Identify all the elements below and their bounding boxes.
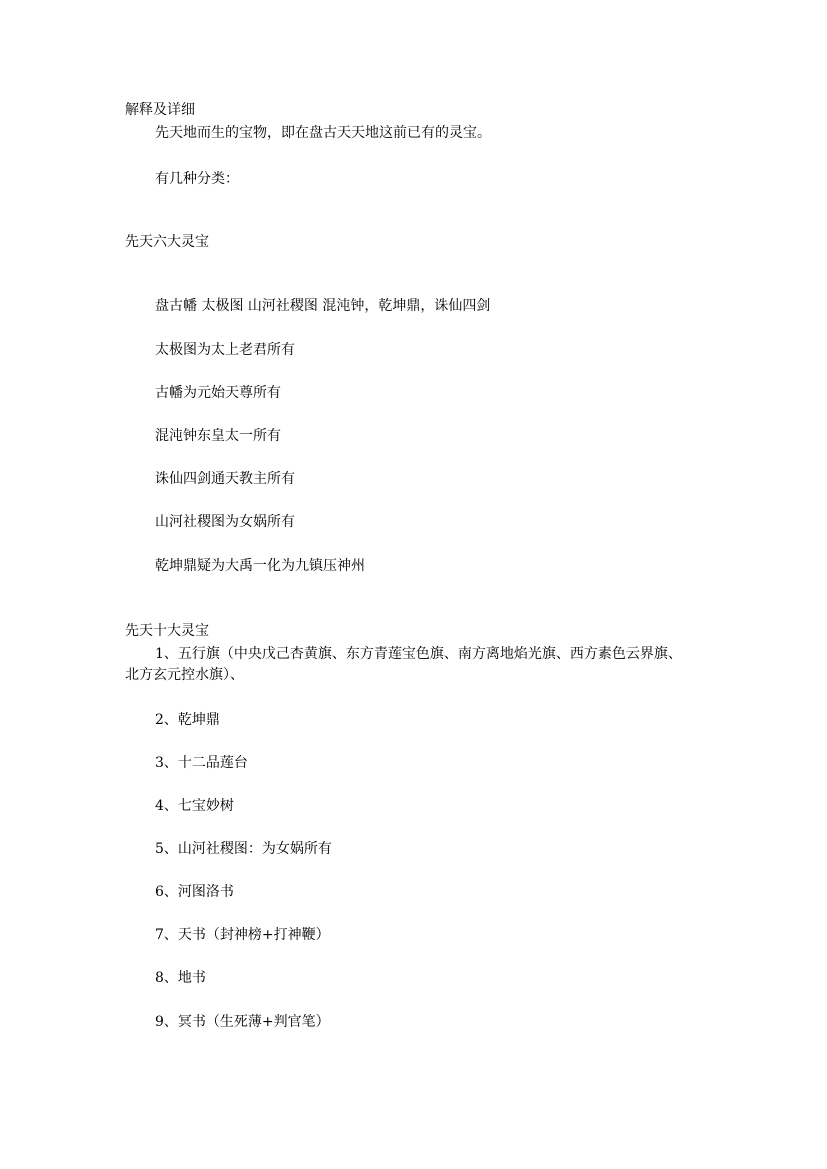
section2-item1-line2: 北方玄元控水旗）、 [125, 667, 244, 683]
section2-list-item: 5、山河社稷图：为女娲所有 [155, 841, 332, 857]
section1-list-line: 盘古幡 太极图 山河社稷图 混沌钟，乾坤鼎，诛仙四剑 [155, 298, 491, 314]
section2-heading: 先天十大灵宝 [125, 623, 209, 639]
section2-list-item: 6、河图洛书 [155, 884, 234, 900]
section2-item1-line1: 1、五行旗（中央戊己杏黄旗、东方青莲宝色旗、南方离地焰光旗、西方素色云界旗、 [155, 646, 682, 662]
section1-owner-item: 太极图为太上老君所有 [155, 342, 295, 358]
section1-heading: 先天六大灵宝 [125, 234, 209, 250]
section2-list-item: 9、冥书（生死薄+判官笔） [155, 1014, 330, 1030]
categories-intro: 有几种分类： [155, 171, 239, 187]
section2-list-item: 2、乾坤鼎 [155, 712, 220, 728]
section2-list-item: 8、地书 [155, 970, 206, 986]
section2-list-item: 7、天书（封神榜+打神鞭） [155, 927, 330, 943]
section1-owner-item: 混沌钟东皇太一所有 [155, 428, 281, 444]
section1-owner-item: 山河社稷图为女娲所有 [155, 514, 295, 530]
section1-owner-item: 乾坤鼎疑为大禹一化为九镇压神州 [155, 558, 365, 574]
section1-owner-item: 诛仙四剑通天教主所有 [155, 471, 295, 487]
section1-owner-item: 古幡为元始天尊所有 [155, 385, 281, 401]
doc-title: 解释及详细 [125, 102, 195, 118]
section2-list-item: 3、十二品莲台 [155, 755, 248, 771]
intro-paragraph: 先天地而生的宝物，即在盘古天天地这前已有的灵宝。 [155, 125, 491, 141]
section2-list-item: 4、七宝妙树 [155, 798, 234, 814]
